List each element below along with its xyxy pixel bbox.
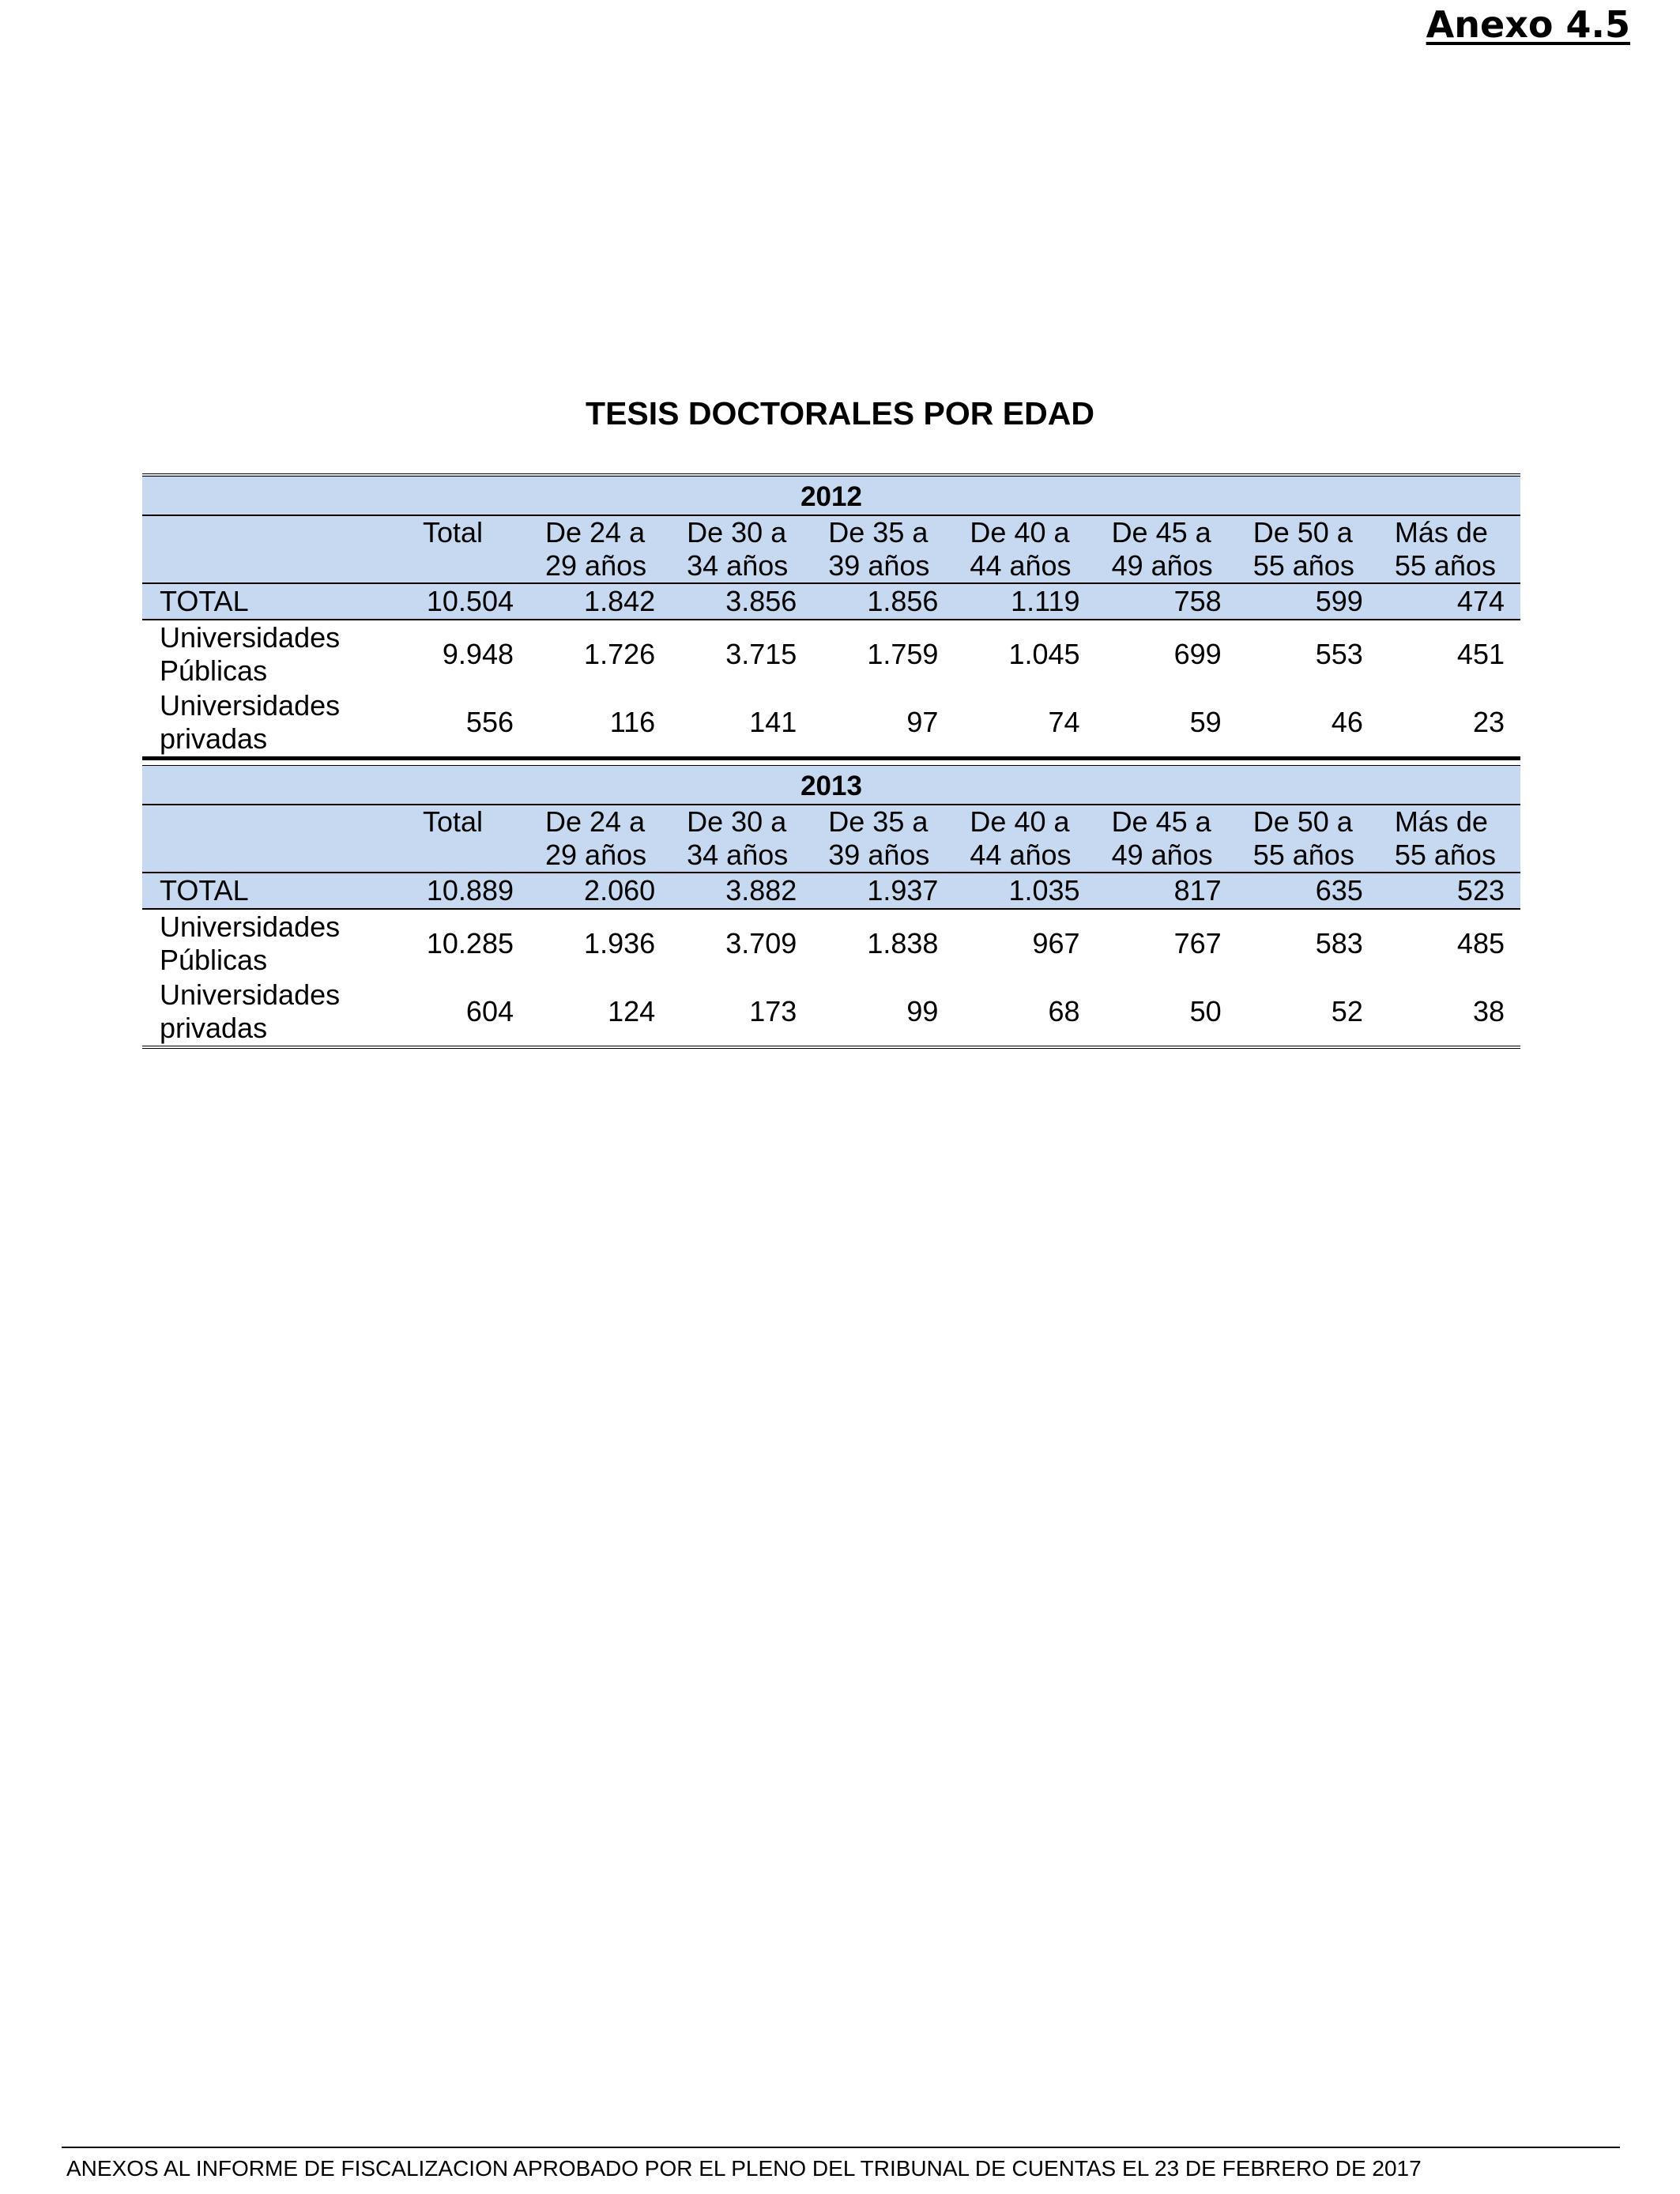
- page-title: TESIS DOCTORALES POR EDAD: [586, 395, 1094, 432]
- cell: 3.856: [671, 583, 812, 620]
- year-label: 2012: [142, 475, 1520, 515]
- cell: 635: [1237, 873, 1379, 909]
- table-2013: [142, 765, 1520, 1049]
- column-header: Más de 55 años: [1379, 515, 1520, 583]
- cell: 3.715: [725, 638, 797, 670]
- cell: 1.726: [584, 638, 656, 670]
- column-header: De 35 a 39 años: [812, 805, 954, 873]
- cell: 758: [1096, 583, 1237, 620]
- row-label: TOTAL: [142, 873, 376, 909]
- table-2012: [142, 473, 1520, 760]
- cell: 1.936: [584, 927, 656, 959]
- table-row-total: [142, 873, 1520, 909]
- cell: 553: [1315, 638, 1363, 670]
- cell: 173: [749, 995, 797, 1027]
- cell: 2.060: [529, 873, 671, 909]
- cell: 50: [1189, 995, 1222, 1027]
- table-row-total: [142, 583, 1520, 620]
- column-header: De 30 a 34 años: [671, 515, 812, 583]
- cell: 599: [1237, 583, 1379, 620]
- cell: 967: [1032, 927, 1080, 959]
- cell: 97: [906, 706, 939, 738]
- column-header: De 50 a 55 años: [1237, 515, 1379, 583]
- cell: 1.842: [529, 583, 671, 620]
- cell: 451: [1456, 638, 1505, 670]
- year-header-row: [142, 766, 1520, 805]
- cell: 583: [1315, 927, 1363, 959]
- cell: 817: [1096, 873, 1237, 909]
- footer-text: ANEXOS AL INFORME DE FISCALIZACION APROBADO POR EL PLENO DEL TRIBUNAL DE CUENTAS EL 23 DE FEBRERO DE 2017: [66, 2156, 1422, 2181]
- footer-divider: [62, 2147, 1620, 2148]
- year-header-row: [142, 475, 1520, 515]
- row-label: Universidades Públicas: [160, 910, 341, 976]
- column-header: Total: [376, 805, 529, 873]
- cell: 74: [1048, 706, 1080, 738]
- column-header-row: [142, 805, 1520, 873]
- cell: 68: [1048, 995, 1080, 1027]
- cell: 699: [1173, 638, 1222, 670]
- column-header: De 24 a 29 años: [529, 805, 671, 873]
- cell: 23: [1472, 706, 1505, 738]
- column-header: De 45 a 49 años: [1096, 515, 1237, 583]
- cell: 10.285: [426, 927, 514, 959]
- cell: 141: [749, 706, 797, 738]
- cell: 1.838: [867, 927, 939, 959]
- table-row: [142, 688, 1520, 759]
- column-header: De 50 a 55 años: [1237, 805, 1379, 873]
- cell: 124: [608, 995, 656, 1027]
- column-header: De 40 a 44 años: [954, 805, 1095, 873]
- column-header-row: [142, 515, 1520, 583]
- column-header: Total: [376, 515, 529, 583]
- cell: 485: [1456, 927, 1505, 959]
- cell: 38: [1472, 995, 1505, 1027]
- cell: 556: [465, 706, 514, 738]
- cell: 99: [906, 995, 939, 1027]
- row-label: Universidades Públicas: [160, 621, 341, 687]
- table-row: [142, 978, 1520, 1047]
- tables-container: [142, 473, 1520, 1049]
- column-header: Más de 55 años: [1379, 805, 1520, 873]
- header-blank: [142, 805, 376, 873]
- table-row: [142, 620, 1520, 688]
- cell: 1.119: [954, 583, 1095, 620]
- header-blank: [142, 515, 376, 583]
- cell: 1.937: [812, 873, 954, 909]
- year-label: 2013: [142, 766, 1520, 805]
- cell: 3.882: [671, 873, 812, 909]
- cell: 1.759: [867, 638, 939, 670]
- cell: 10.889: [376, 873, 529, 909]
- annex-label: Anexo 4.5: [1426, 3, 1630, 46]
- cell: 9.948: [442, 638, 514, 670]
- cell: 10.504: [376, 583, 529, 620]
- column-header: De 30 a 34 años: [671, 805, 812, 873]
- cell: 523: [1379, 873, 1520, 909]
- cell: 3.709: [725, 927, 797, 959]
- cell: 767: [1173, 927, 1222, 959]
- cell: 1.856: [812, 583, 954, 620]
- column-header: De 24 a 29 años: [529, 515, 671, 583]
- column-header: De 45 a 49 años: [1096, 805, 1237, 873]
- column-header: De 35 a 39 años: [812, 515, 954, 583]
- column-header: De 40 a 44 años: [954, 515, 1095, 583]
- cell: 46: [1331, 706, 1363, 738]
- table-row: [142, 909, 1520, 978]
- row-label: TOTAL: [142, 583, 376, 620]
- row-label: Universidades privadas: [160, 978, 341, 1044]
- cell: 59: [1189, 706, 1222, 738]
- cell: 604: [465, 995, 514, 1027]
- cell: 1.045: [1008, 638, 1080, 670]
- cell: 116: [609, 706, 656, 738]
- cell: 474: [1379, 583, 1520, 620]
- cell: 52: [1331, 995, 1363, 1027]
- row-label: Universidades privadas: [160, 689, 341, 755]
- cell: 1.035: [954, 873, 1095, 909]
